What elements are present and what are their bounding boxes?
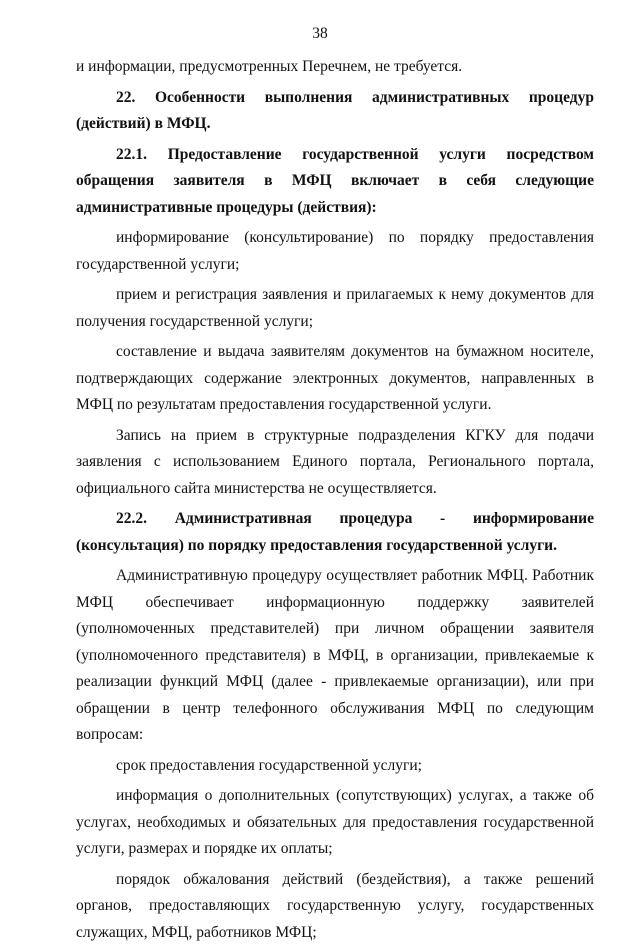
subsection-heading-22-2: 22.2. Административная процедура - информирование (консультация) по порядку предоставления государственной услуги.	[76, 506, 594, 559]
page-number: 38	[0, 24, 640, 44]
list-item-informing: информирование (консультирование) по порядку предоставления государственной услуги;	[76, 225, 594, 278]
paragraph-appointment: Запись на прием в структурные подразделения КГКУ для подачи заявления с использованием Единого портала, Регионального портала, официального сайта министерства не осуществляется.	[76, 423, 594, 503]
paragraph-procedure: Административную процедуру осуществляет работник МФЦ. Работник МФЦ обеспечивает информационную поддержку заявителей (уполномоченных представителей) при личном обращении заявителя (уполномоченного представителя) в МФЦ, в организации, привлекаемые к реализации функций МФЦ (далее - привлекаемые организации), или при обращении в центр телефонного обслуживания МФЦ по следующим вопросам:	[76, 563, 594, 749]
list-item-additional-services: информация о дополнительных (сопутствующих) услугах, а также об услугах, необходимых и обязательных для предоставления государственной услуги, размерах и порядке их оплаты;	[76, 783, 594, 863]
list-item-reception: прием и регистрация заявления и прилагаемых к нему документов для получения государственной услуги;	[76, 282, 594, 335]
subsection-heading-22-1: 22.1. Предоставление государственной услуги посредством обращения заявителя в МФЦ включает в себя следующие административные процедуры (действия):	[76, 142, 594, 222]
document-body	[76, 54, 594, 946]
section-heading-22: 22. Особенности выполнения административных процедур (действий) в МФЦ.	[76, 85, 594, 138]
paragraph-continuation: и информации, предусмотренных Перечнем, не требуется.	[76, 54, 594, 81]
list-item-issuance: составление и выдача заявителям документов на бумажном носителе, подтверждающих содержание электронных документов, направленных в МФЦ по результатам предоставления государственной услуги.	[76, 339, 594, 419]
list-item-term: срок предоставления государственной услуги;	[76, 753, 594, 780]
list-item-appeal: порядок обжалования действий (бездействия), а также решений органов, предоставляющих государственную услугу, государственных служащих, МФЦ, работников МФЦ;	[76, 867, 594, 946]
